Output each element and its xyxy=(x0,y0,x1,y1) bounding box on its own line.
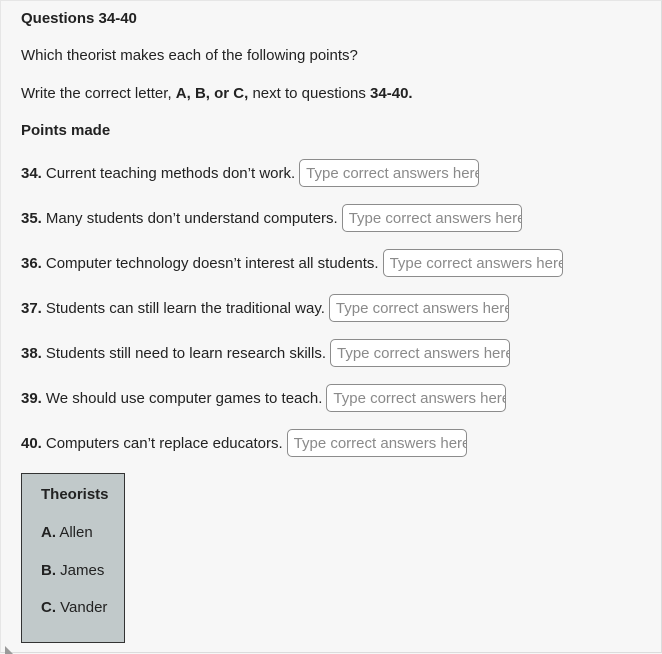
answer-input-40[interactable] xyxy=(287,429,467,457)
instruction-letters: A, B, or C, xyxy=(175,85,249,102)
instruction-write-letter xyxy=(21,85,413,102)
answer-input-34[interactable] xyxy=(299,159,479,187)
question-text: Many students don’t understand computers. xyxy=(45,209,338,227)
question-row-35 xyxy=(21,203,522,233)
question-row-37 xyxy=(21,293,509,323)
instruction-text-1: Write the correct letter, xyxy=(21,85,176,102)
question-number: 34. xyxy=(21,164,42,182)
theorist-letter: B. xyxy=(41,562,56,579)
question-text: Computer technology doesn’t interest all students. xyxy=(45,254,379,272)
theorists-box xyxy=(21,473,125,643)
instruction-which-theorist: Which theorist makes each of the following points? xyxy=(21,47,358,64)
answer-input-37[interactable] xyxy=(329,294,509,322)
theorist-a xyxy=(41,524,93,541)
question-row-34 xyxy=(21,158,479,188)
question-row-36 xyxy=(21,248,563,278)
question-number: 36. xyxy=(21,254,42,272)
question-text: Current teaching methods don’t work. xyxy=(45,164,296,182)
question-number: 35. xyxy=(21,209,42,227)
question-row-38 xyxy=(21,338,510,368)
question-text: Computers can’t replace educators. xyxy=(45,434,283,452)
instruction-text-2: next to questions xyxy=(248,85,371,102)
question-text: Students can still learn the traditional way. xyxy=(45,299,325,317)
question-number: 39. xyxy=(21,389,42,407)
points-made-title: Points made xyxy=(21,122,111,139)
theorist-b xyxy=(41,562,104,579)
answer-input-36[interactable] xyxy=(383,249,563,277)
question-number: 37. xyxy=(21,299,42,317)
theorist-c xyxy=(41,599,107,616)
section-heading: Questions 34-40 xyxy=(21,10,137,27)
theorist-name: Allen xyxy=(56,524,93,541)
answer-input-39[interactable] xyxy=(326,384,506,412)
instruction-range: 34-40. xyxy=(370,85,413,102)
question-number: 40. xyxy=(21,434,42,452)
question-text: Students still need to learn research skills. xyxy=(45,344,326,362)
theorists-title: Theorists xyxy=(41,486,109,503)
answer-input-38[interactable] xyxy=(330,339,510,367)
theorist-name: James xyxy=(56,562,105,579)
theorist-letter: C. xyxy=(41,599,56,616)
question-row-40 xyxy=(21,428,467,458)
question-text: We should use computer games to teach. xyxy=(45,389,323,407)
answer-input-35[interactable] xyxy=(342,204,522,232)
theorist-letter: A. xyxy=(41,524,56,541)
question-number: 38. xyxy=(21,344,42,362)
question-row-39 xyxy=(21,383,506,413)
theorist-name: Vander xyxy=(56,599,108,616)
